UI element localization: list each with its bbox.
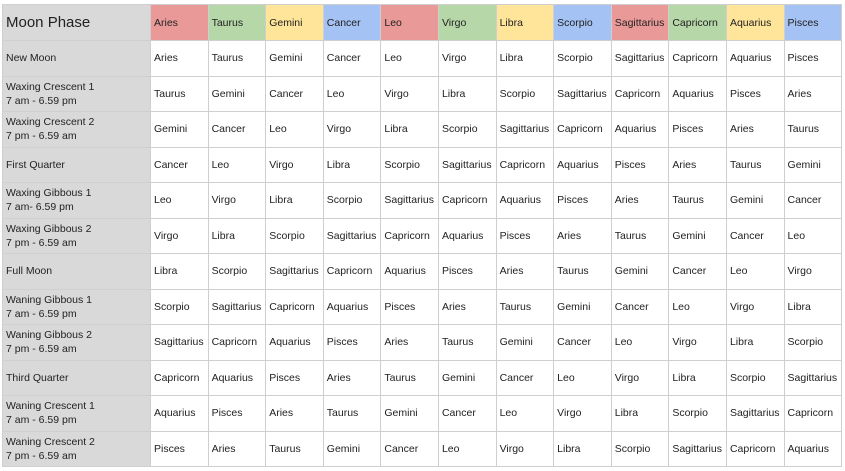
table-row: [3, 325, 842, 361]
sign-header-pisces: Pisces: [784, 5, 842, 41]
phase-time: 7 am - 6.59 pm: [6, 307, 77, 320]
table-row: [3, 254, 842, 290]
sign-cell: Gemini: [726, 183, 784, 219]
table-row: [3, 396, 842, 432]
sign-cell: Scorpio: [611, 431, 669, 467]
sign-cell: Sagittarius: [438, 147, 496, 183]
phase-time: 7 am - 6.59 pm: [6, 94, 77, 107]
sign-cell: Aries: [669, 147, 727, 183]
sign-cell: Virgo: [151, 218, 209, 254]
sign-cell: Cancer: [726, 218, 784, 254]
sign-cell: Capricorn: [438, 183, 496, 219]
sign-cell: Gemini: [438, 360, 496, 396]
phase-name: Third Quarter: [6, 371, 69, 384]
sign-cell: Aries: [381, 325, 439, 361]
sign-cell: Libra: [208, 218, 266, 254]
sign-cell: Aquarius: [438, 218, 496, 254]
sign-cell: Aquarius: [266, 325, 324, 361]
sign-cell: Pisces: [496, 218, 554, 254]
phase-name: Waning Gibbous 2: [6, 329, 92, 342]
phase-name: Waxing Crescent 2: [6, 116, 95, 129]
sign-header-virgo: Virgo: [438, 5, 496, 41]
sign-cell: Libra: [438, 76, 496, 112]
sign-cell: Virgo: [381, 76, 439, 112]
sign-cell: Pisces: [438, 254, 496, 290]
corner-header: Moon Phase: [3, 5, 151, 41]
sign-cell: Cancer: [669, 254, 727, 290]
sign-cell: Scorpio: [784, 325, 842, 361]
sign-cell: Virgo: [669, 325, 727, 361]
phase-name: New Moon: [6, 52, 57, 65]
phase-name: Waxing Gibbous 1: [6, 187, 92, 200]
sign-cell: Taurus: [381, 360, 439, 396]
sign-cell: Aries: [208, 431, 266, 467]
sign-cell: Leo: [496, 396, 554, 432]
sign-cell: Pisces: [726, 76, 784, 112]
sign-cell: Pisces: [151, 431, 209, 467]
table-row: [3, 360, 842, 396]
phase-time: 7 am - 6.59 pm: [6, 414, 77, 427]
sign-header-aquarius: Aquarius: [726, 5, 784, 41]
phase-cell: [3, 218, 151, 254]
sign-cell: Cancer: [381, 431, 439, 467]
sign-cell: Capricorn: [151, 360, 209, 396]
sign-cell: Taurus: [496, 289, 554, 325]
sign-cell: Libra: [266, 183, 324, 219]
phase-cell: [3, 76, 151, 112]
sign-cell: Cancer: [151, 147, 209, 183]
table-row: [3, 218, 842, 254]
sign-cell: Taurus: [266, 431, 324, 467]
sign-cell: Sagittarius: [784, 360, 842, 396]
sign-cell: Aquarius: [496, 183, 554, 219]
sign-cell: Sagittarius: [266, 254, 324, 290]
phase-name: Waxing Crescent 1: [6, 80, 95, 93]
sign-cell: Libra: [496, 41, 554, 77]
phase-name: Full Moon: [6, 265, 53, 278]
sign-cell: Scorpio: [554, 41, 612, 77]
sign-cell: Aries: [726, 112, 784, 148]
sign-cell: Sagittarius: [151, 325, 209, 361]
sign-cell: Aries: [611, 183, 669, 219]
sign-cell: Scorpio: [381, 147, 439, 183]
sign-cell: Aquarius: [611, 112, 669, 148]
sign-cell: Taurus: [151, 76, 209, 112]
phase-name: Waning Crescent 2: [6, 435, 95, 448]
sign-cell: Leo: [611, 325, 669, 361]
sign-cell: Virgo: [323, 112, 381, 148]
sign-cell: Scorpio: [266, 218, 324, 254]
sign-cell: Sagittarius: [496, 112, 554, 148]
sign-cell: Taurus: [438, 325, 496, 361]
sign-cell: Virgo: [554, 396, 612, 432]
sign-cell: Aries: [266, 396, 324, 432]
sign-cell: Aries: [496, 254, 554, 290]
sign-header-taurus: Taurus: [208, 5, 266, 41]
phase-cell: [3, 183, 151, 219]
table-row: [3, 41, 842, 77]
sign-cell: Gemini: [381, 396, 439, 432]
sign-cell: Sagittarius: [208, 289, 266, 325]
sign-header-capricorn: Capricorn: [669, 5, 727, 41]
sign-cell: Capricorn: [726, 431, 784, 467]
phase-cell: [3, 112, 151, 148]
sign-cell: Virgo: [266, 147, 324, 183]
sign-cell: Libra: [669, 360, 727, 396]
sign-cell: Virgo: [611, 360, 669, 396]
sign-cell: Gemini: [554, 289, 612, 325]
sign-cell: Aries: [438, 289, 496, 325]
sign-cell: Taurus: [208, 41, 266, 77]
sign-cell: Cancer: [496, 360, 554, 396]
sign-cell: Libra: [381, 112, 439, 148]
phase-time: 7 am- 6.59 pm: [6, 201, 74, 214]
sign-cell: Virgo: [784, 254, 842, 290]
sign-cell: Leo: [381, 41, 439, 77]
sign-cell: Leo: [669, 289, 727, 325]
sign-cell: Scorpio: [208, 254, 266, 290]
sign-cell: Capricorn: [669, 41, 727, 77]
phase-cell: [3, 396, 151, 432]
sign-cell: Pisces: [669, 112, 727, 148]
phase-cell: [3, 325, 151, 361]
header-row: [3, 5, 842, 41]
phase-cell: [3, 254, 151, 290]
sign-cell: Scorpio: [323, 183, 381, 219]
sign-cell: Gemini: [151, 112, 209, 148]
sign-cell: Pisces: [784, 41, 842, 77]
sign-cell: Scorpio: [726, 360, 784, 396]
phase-cell: [3, 147, 151, 183]
sign-cell: Capricorn: [266, 289, 324, 325]
sign-cell: Virgo: [208, 183, 266, 219]
phase-time: 7 pm - 6.59 am: [6, 343, 77, 356]
sign-cell: Leo: [266, 112, 324, 148]
moon-phase-table: [2, 4, 842, 467]
table-row: [3, 183, 842, 219]
table-row: [3, 431, 842, 467]
sign-cell: Leo: [208, 147, 266, 183]
sign-cell: Cancer: [266, 76, 324, 112]
sign-cell: Taurus: [669, 183, 727, 219]
sign-cell: Virgo: [726, 289, 784, 325]
sign-cell: Aquarius: [208, 360, 266, 396]
table-row: [3, 147, 842, 183]
phase-cell: [3, 289, 151, 325]
sign-cell: Capricorn: [784, 396, 842, 432]
sign-cell: Leo: [726, 254, 784, 290]
sign-cell: Leo: [438, 431, 496, 467]
sign-cell: Gemini: [669, 218, 727, 254]
sign-header-aries: Aries: [151, 5, 209, 41]
sign-cell: Cancer: [323, 41, 381, 77]
sign-cell: Capricorn: [496, 147, 554, 183]
sign-cell: Aquarius: [784, 431, 842, 467]
sign-cell: Cancer: [611, 289, 669, 325]
sign-cell: Aquarius: [669, 76, 727, 112]
phase-name: Waning Gibbous 1: [6, 293, 92, 306]
sign-cell: Sagittarius: [554, 76, 612, 112]
sign-cell: Taurus: [784, 112, 842, 148]
sign-cell: Sagittarius: [726, 396, 784, 432]
phase-name: Waning Crescent 1: [6, 400, 95, 413]
sign-cell: Scorpio: [669, 396, 727, 432]
table-row: [3, 112, 842, 148]
sign-cell: Sagittarius: [611, 41, 669, 77]
sign-cell: Taurus: [726, 147, 784, 183]
sign-cell: Aquarius: [554, 147, 612, 183]
sign-cell: Libra: [554, 431, 612, 467]
sign-header-libra: Libra: [496, 5, 554, 41]
phase-time: 7 pm - 6.59 am: [6, 130, 77, 143]
sign-cell: Leo: [151, 183, 209, 219]
sign-cell: Cancer: [208, 112, 266, 148]
sign-cell: Aquarius: [151, 396, 209, 432]
sign-cell: Scorpio: [496, 76, 554, 112]
sign-header-scorpio: Scorpio: [554, 5, 612, 41]
sign-cell: Virgo: [438, 41, 496, 77]
sign-cell: Pisces: [554, 183, 612, 219]
sign-cell: Capricorn: [381, 218, 439, 254]
sign-header-gemini: Gemini: [266, 5, 324, 41]
sign-cell: Cancer: [438, 396, 496, 432]
sign-cell: Libra: [726, 325, 784, 361]
sign-cell: Taurus: [611, 218, 669, 254]
phase-cell: [3, 360, 151, 396]
sign-cell: Aquarius: [726, 41, 784, 77]
sign-cell: Libra: [151, 254, 209, 290]
sign-cell: Capricorn: [208, 325, 266, 361]
table-row: [3, 289, 842, 325]
sign-cell: Aries: [323, 360, 381, 396]
sign-header-leo: Leo: [381, 5, 439, 41]
phase-cell: [3, 431, 151, 467]
sign-cell: Leo: [784, 218, 842, 254]
sign-cell: Pisces: [323, 325, 381, 361]
phase-name: Waxing Gibbous 2: [6, 222, 92, 235]
sign-cell: Virgo: [496, 431, 554, 467]
sign-cell: Gemini: [784, 147, 842, 183]
sign-header-sagittarius: Sagittarius: [611, 5, 669, 41]
sign-cell: Libra: [611, 396, 669, 432]
sign-cell: Aries: [784, 76, 842, 112]
sign-cell: Gemini: [266, 41, 324, 77]
sign-cell: Libra: [784, 289, 842, 325]
sign-cell: Pisces: [381, 289, 439, 325]
sign-cell: Gemini: [611, 254, 669, 290]
sign-cell: Taurus: [554, 254, 612, 290]
table-row: [3, 76, 842, 112]
sign-cell: Sagittarius: [381, 183, 439, 219]
sign-cell: Sagittarius: [669, 431, 727, 467]
sign-cell: Gemini: [323, 431, 381, 467]
sign-cell: Aries: [554, 218, 612, 254]
sign-cell: Libra: [323, 147, 381, 183]
sign-cell: Leo: [323, 76, 381, 112]
sign-cell: Taurus: [323, 396, 381, 432]
sign-cell: Gemini: [496, 325, 554, 361]
sign-cell: Capricorn: [611, 76, 669, 112]
sign-cell: Pisces: [266, 360, 324, 396]
sign-cell: Aquarius: [323, 289, 381, 325]
phase-name: First Quarter: [6, 158, 65, 171]
sign-cell: Capricorn: [554, 112, 612, 148]
sign-cell: Aquarius: [381, 254, 439, 290]
sign-cell: Sagittarius: [323, 218, 381, 254]
phase-cell: [3, 41, 151, 77]
sign-cell: Cancer: [554, 325, 612, 361]
sign-cell: Gemini: [208, 76, 266, 112]
sign-cell: Scorpio: [438, 112, 496, 148]
phase-time: 7 pm - 6.59 am: [6, 236, 77, 249]
sign-cell: Leo: [554, 360, 612, 396]
sign-cell: Pisces: [208, 396, 266, 432]
sign-header-cancer: Cancer: [323, 5, 381, 41]
phase-time: 7 pm - 6.59 am: [6, 449, 77, 462]
sign-cell: Aries: [151, 41, 209, 77]
sign-cell: Pisces: [611, 147, 669, 183]
sign-cell: Scorpio: [151, 289, 209, 325]
sign-cell: Capricorn: [323, 254, 381, 290]
sign-cell: Cancer: [784, 183, 842, 219]
